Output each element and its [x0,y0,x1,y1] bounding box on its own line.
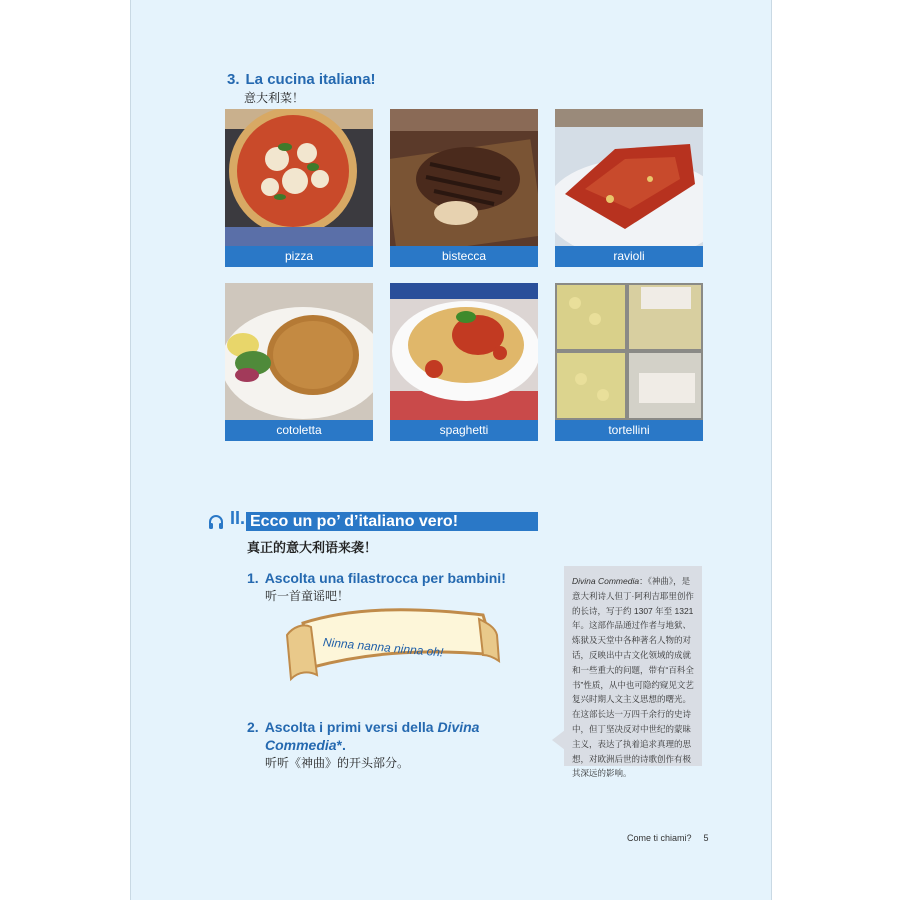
exercise-1-subtitle: 听一首童谣吧！ [265,589,350,603]
scroll-text: Ninna nanna ninna oh! [322,635,444,660]
food-tile-ravioli [555,109,703,267]
food-label: cotoletta [225,420,373,441]
ravioli-photo [555,109,703,246]
spaghetti-photo [390,283,538,420]
textbook-page [130,0,772,900]
steak-photo [390,109,538,246]
note-text: ：《神曲》，是意大利诗人但丁·阿利吉耶里创作的长诗，写于约 1307 年至 1321 年。这部作品通过作者与地狱、炼狱及天堂中各种著名人物的对话，反映出中古文化领域的成就和一些重大的问题，带有“百科全书”性质，从中也可隐约窥见文艺复兴时期人文主义思想的曙光。在这部长达一万四千余行的史诗中，但丁坚决反对中世纪的蒙昧主义，表达了执着追求真理的思想，对欧洲后世的诗歌创作有极其深远的影响。 [572,576,694,779]
food-label: spaghetti [390,420,538,441]
food-tile-pizza [225,109,373,267]
food-tile-bistecca [390,109,538,267]
headphones-icon[interactable] [207,513,225,531]
tortellini-photo [555,283,703,420]
food-label: pizza [225,246,373,267]
food-tile-tortellini [555,283,703,441]
cutlet-photo [225,283,373,420]
exercise-2-subtitle: 听听《神曲》的开头部分。 [265,756,410,770]
section-2-title: Ecco un po’ d’italiano vero! [246,512,538,531]
section-2-subtitle: 真正的意大利语来袭！ [247,540,378,555]
food-tile-cotoletta [225,283,373,441]
note-term: Divina Commedia [572,576,640,586]
exercise-2-title: 2. Ascolta i primi versi della Divina Commedia*. [247,719,480,753]
chapter-title: Come ti chiami? [627,833,692,843]
page-number: 5 [703,833,709,843]
page-footer [627,833,709,843]
section-3-subtitle: 意大利菜！ [244,91,305,105]
footnote-box [564,566,702,779]
food-label: ravioli [555,246,703,267]
food-label: bistecca [390,246,538,267]
food-tile-spaghetti [390,283,538,441]
section-number: II. [230,508,246,528]
section-3-title: 3. La cucina italiana! [227,71,376,88]
food-label: tortellini [555,420,703,441]
pizza-photo [225,109,373,246]
exercise-1-title: 1. Ascolta una filastrocca per bambini! [247,570,506,586]
